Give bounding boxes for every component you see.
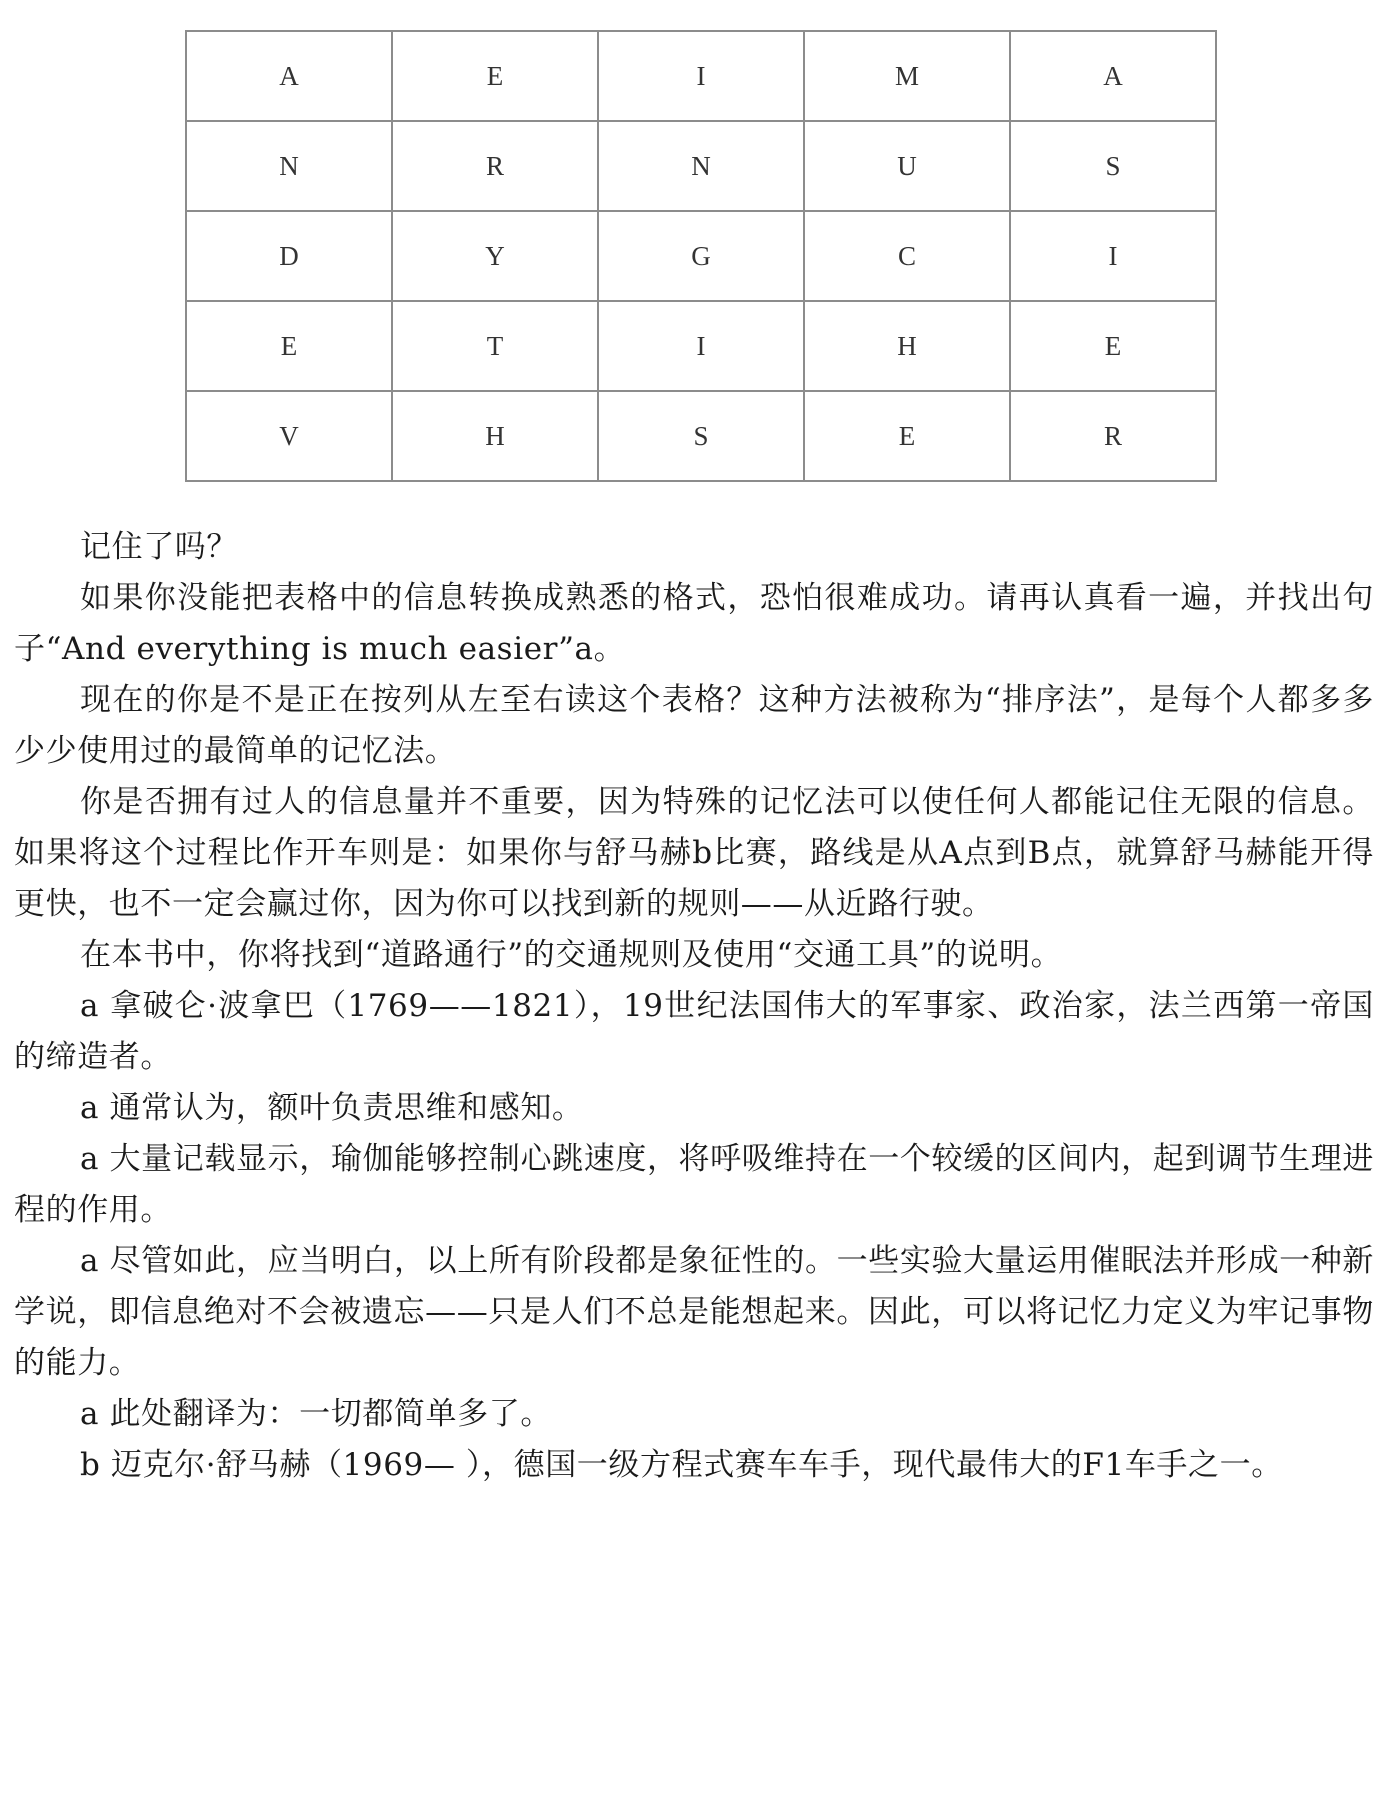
table-cell: E	[186, 301, 392, 391]
table-cell: N	[186, 121, 392, 211]
paragraph-find-sentence: 如果你没能把表格中的信息转换成熟悉的格式，恐怕很难成功。请再认真看一遍，并找出句子“And everything is much easier”a。	[14, 580, 1374, 667]
footnote: b 迈克尔·舒马赫（1969— ），德国一级方程式赛车车手，现代最伟大的F1车手之一。	[80, 1447, 1283, 1483]
table-cell: Y	[392, 211, 598, 301]
footnote: a 大量记载显示，瑜伽能够控制心跳速度，将呼吸维持在一个较缓的区间内，起到调节生理进程的作用。	[14, 1141, 1374, 1228]
table-row	[186, 391, 1216, 481]
footnote: a 通常认为，额叶负责思维和感知。	[80, 1090, 584, 1126]
paragraph-driving-analogy: 你是否拥有过人的信息量并不重要，因为特殊的记忆法可以使任何人都能记住无限的信息。如果将这个过程比作开车则是：如果你与舒马赫b比赛，路线是从A点到B点，就算舒马赫能开得更快，也不一定会赢过你，因为你可以找到新的规则——从近路行驶。	[14, 784, 1374, 922]
table-cell: H	[804, 301, 1010, 391]
table-row	[186, 301, 1216, 391]
table-cell: R	[1010, 391, 1216, 481]
body-text	[14, 522, 1374, 1491]
table-row	[186, 211, 1216, 301]
table-cell: E	[392, 31, 598, 121]
table-cell: E	[804, 391, 1010, 481]
table-cell: G	[598, 211, 804, 301]
paragraph-question: 记住了吗？	[80, 529, 238, 565]
table-cell: U	[804, 121, 1010, 211]
table-cell: C	[804, 211, 1010, 301]
table-cell: T	[392, 301, 598, 391]
table-cell: I	[1010, 211, 1216, 301]
table-cell: V	[186, 391, 392, 481]
letter-grid-table	[185, 30, 1217, 482]
table-cell: N	[598, 121, 804, 211]
table-cell: I	[598, 31, 804, 121]
table-cell: H	[392, 391, 598, 481]
table-cell: S	[1010, 121, 1216, 211]
table-cell: D	[186, 211, 392, 301]
table-cell: I	[598, 301, 804, 391]
footnote: a 尽管如此，应当明白，以上所有阶段都是象征性的。一些实验大量运用催眠法并形成一种新学说，即信息绝对不会被遗忘——只是人们不总是能想起来。因此，可以将记忆力定义为牢记事物的能力。	[14, 1243, 1374, 1381]
table-cell: M	[804, 31, 1010, 121]
table-cell: A	[186, 31, 392, 121]
paragraph-book-intro: 在本书中，你将找到“道路通行”的交通规则及使用“交通工具”的说明。	[80, 937, 1063, 973]
table-cell: R	[392, 121, 598, 211]
table-cell: E	[1010, 301, 1216, 391]
table-cell: S	[598, 391, 804, 481]
table-cell: A	[1010, 31, 1216, 121]
table-row	[186, 31, 1216, 121]
paragraph-sorting-method: 现在的你是不是正在按列从左至右读这个表格？这种方法被称为“排序法”，是每个人都多多少少使用过的最简单的记忆法。	[14, 682, 1374, 769]
footnote: a 拿破仑·波拿巴（1769——1821），19世纪法国伟大的军事家、政治家，法兰西第一帝国的缔造者。	[14, 988, 1374, 1075]
table-row	[186, 121, 1216, 211]
footnote: a 此处翻译为：一切都简单多了。	[80, 1396, 552, 1432]
